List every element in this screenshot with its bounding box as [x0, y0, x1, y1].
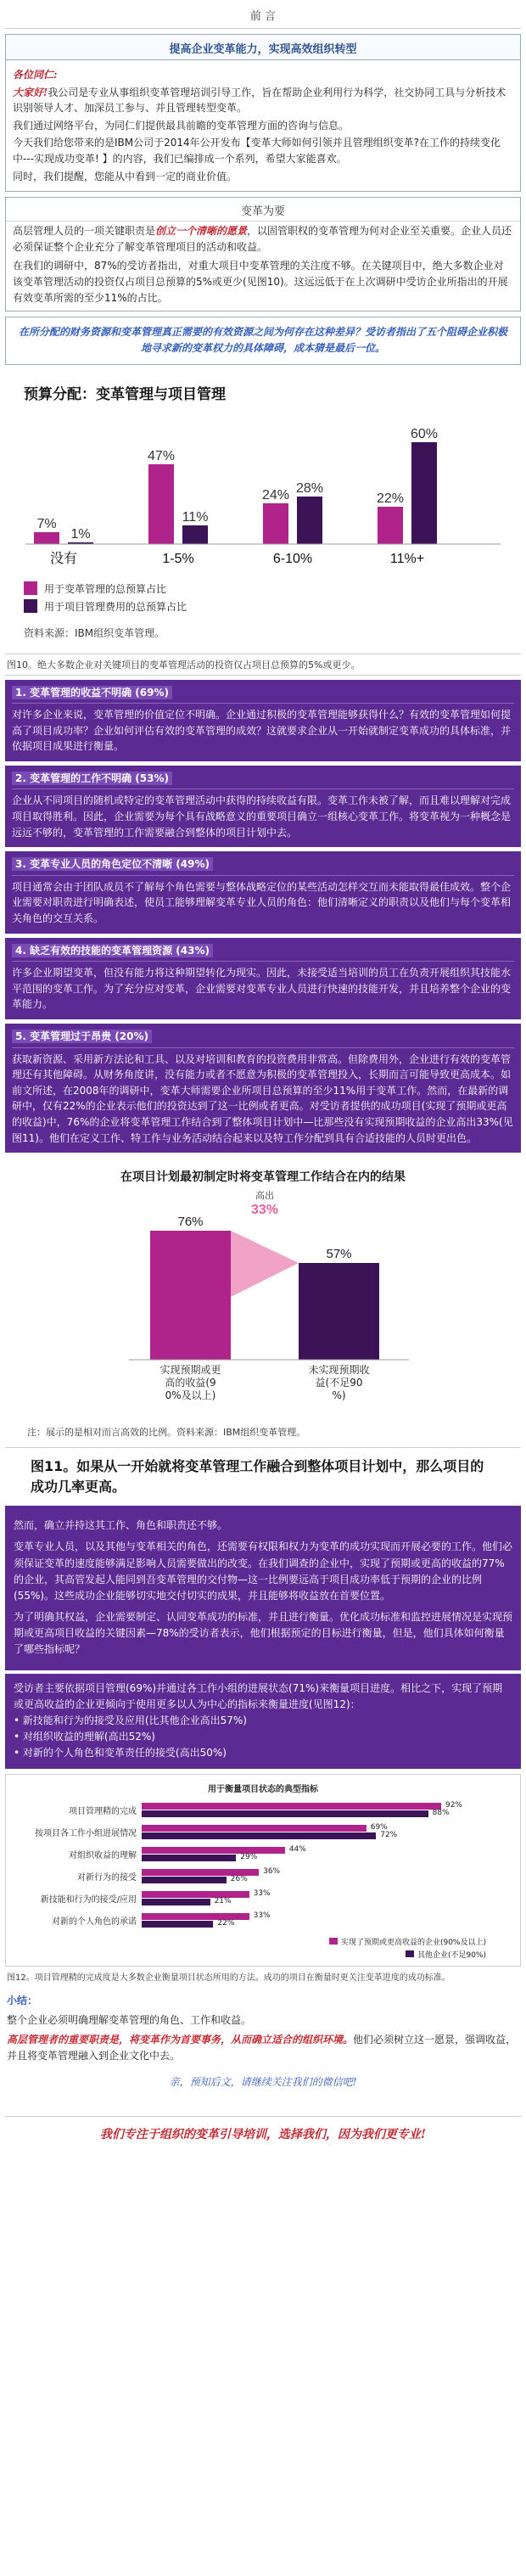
- higher-value: 33%: [250, 1203, 279, 1218]
- metrics-row-label: 对新的个人角色的承诺: [52, 1917, 137, 1928]
- bar-achieved: [150, 1231, 231, 1360]
- obstacle-body: 许多企业期望变革，但没有能力将这种期望转化为现实。因此，未接受适当培训的员工在负责开展组织其技能水平范围的变革工作。为了充分应对变革，企业需要对变革专业人员进行快速的技能开发，并且培养整个企业的变革能力。: [12, 967, 512, 1011]
- metrics-row-label: 按项目各工作小组进展情况: [35, 1829, 137, 1839]
- metrics-bar: [142, 1889, 271, 1899]
- hello-text: 大家好!: [13, 86, 48, 98]
- metrics-bar: [142, 1831, 398, 1840]
- summary-p2b: 他们必须树立这一愿景，强调收益，并且将变革管理融入到企业文化中去。: [7, 2033, 517, 2062]
- metrics-row: [14, 1866, 512, 1888]
- bar: [297, 497, 322, 544]
- obstacle-title: [12, 1029, 514, 1048]
- metrics-row-bars: [142, 1846, 512, 1862]
- obstacle-title: [12, 856, 514, 876]
- chart-integration-svg: [10, 1190, 519, 1419]
- chart-budget-source: 资料来源：IBM组织变革管理。: [24, 626, 165, 639]
- chart-integration-note: 注：展示的是相对而言高效的比例。资料来源：IBM组织变革管理。: [27, 1427, 306, 1439]
- summary-heading: 小结：: [7, 1994, 38, 2006]
- metrics-row-bars: [142, 1802, 512, 1818]
- obstacle-block: [5, 851, 521, 933]
- chart-integration: [5, 1158, 521, 1447]
- metrics-bar: [142, 1823, 388, 1832]
- sec1-p2: 在我们的调研中，87%的受访者指出，对重大项目中变革管理的关注度不够。在关键项目中，绝大多数企业对该变革管理活动的投资仅占项目总预算的5%或更少(见图10)。这远远低于在上次调研中受访企业所指出的开展有效变革所需的至少11%的占比。: [13, 260, 508, 304]
- welcome-text: 亲，预知后文，请继续关注我们的微信吧!: [169, 2076, 357, 2089]
- obstacle-title-text: 2. 变革管理的工作不明确 (53%): [12, 772, 172, 785]
- metrics-row-bars: [142, 1868, 512, 1884]
- chart-metrics: [5, 1774, 521, 1967]
- obstacle-block: [5, 766, 521, 847]
- chart-integration-title: 在项目计划最初制定时将变革管理工作结合在内的结果: [120, 1170, 406, 1185]
- metrics-bar: [142, 1919, 235, 1928]
- category-label: 1-5%: [162, 551, 194, 566]
- category-label: 6-10%: [272, 551, 313, 566]
- summary-p2-red: 高层管理者的重要职责是，将变革作为首要事务，从而确立适合的组织环境。: [7, 2033, 354, 2046]
- legend-item-mgmt: [24, 581, 502, 596]
- obstacle-block: [5, 938, 521, 1019]
- greeting: 各位同仁:: [13, 69, 58, 81]
- metrics-row-label: 项目管理精的完成: [69, 1807, 137, 1817]
- metrics-bar-value: 22%: [217, 1919, 235, 1928]
- bar-value-label: 11%: [182, 509, 209, 525]
- quote-box: [5, 317, 521, 364]
- metrics-bar-value: 21%: [214, 1897, 232, 1906]
- bar-value-label: 28%: [295, 480, 324, 496]
- bar-value-label: 22%: [376, 491, 405, 506]
- metrics-bar-value: 33%: [253, 1889, 271, 1899]
- metrics-bar-value: 26%: [230, 1875, 248, 1884]
- value-achieved: 76%: [177, 1215, 204, 1230]
- chart-budget: [5, 372, 521, 650]
- metrics-bar: [142, 1845, 306, 1855]
- obstacle-title: [12, 771, 514, 790]
- success-block: [5, 1506, 521, 1670]
- bar: [34, 532, 59, 544]
- sec1-p1b: ，以固管职权的变革管理为何对企业至关重要。企业人员还必须保证整个企业充分了解变革管理项目的活动和收益。: [13, 225, 512, 253]
- metrics-bar: [142, 1875, 248, 1884]
- bar: [182, 525, 208, 544]
- chart-budget-svg: [8, 408, 518, 574]
- category-label: 11%+: [389, 551, 425, 566]
- legend-swatch-purple: [24, 599, 37, 613]
- chart-metrics-title: 用于衡量项目状态的典型指标: [208, 1784, 318, 1794]
- metrics-bar-value: 72%: [380, 1831, 398, 1840]
- legend-label-mgmt: 用于变革管理的总预算占比: [44, 582, 167, 595]
- label-not-achieved: 未实现预期收益(不足90 %): [308, 1364, 370, 1402]
- intro-box: [5, 34, 521, 192]
- metrics-bar: [142, 1809, 450, 1818]
- intro-p1: 我公司是专业从事组织变革管理培训引导工作，旨在帮助企业利用行为科学，社交协同工具与分析技术识别领导人才、加深员工参与、并且管理转型变革。: [13, 86, 506, 115]
- obstacle-block: [5, 680, 521, 761]
- section-title: 变革为要: [6, 198, 520, 222]
- intro-title: 提高企业变革能力，实现高效组织转型: [6, 35, 520, 60]
- bar-value-label: 24%: [261, 487, 290, 502]
- figure-10-caption: 图10。绝大多数企业对关键项目的变革管理活动的投资仅占项目总预算的5%或更少。: [5, 654, 521, 676]
- metrics-bar-value: 36%: [263, 1867, 281, 1877]
- metrics-bar: [142, 1853, 258, 1862]
- footer-slogan: 我们专注于组织的变革引导培训，选择我们，因为我们更专业!: [5, 2116, 521, 2152]
- metrics-row-label: 新技能和行为的接受/应用: [40, 1895, 137, 1905]
- metrics-bar: [142, 1897, 232, 1906]
- bar-value-label: 47%: [147, 448, 176, 463]
- metrics-bar: [142, 1801, 462, 1810]
- obstacle-body: 项目通常会由于团队成员不了解每个角色需要与整体战略定位的某些活动怎样交互而未能取得最佳成效。整个企业需要对职责进行明确表述，使员工能够理解变革专业人员的角色：他们清晰定义的职责以及他们与每个变革相关角色的交互关系。: [12, 880, 512, 925]
- success-p1: 然而，确立并持这其工作、角色和职责还不够。: [14, 1519, 228, 1532]
- page-header: 前 言: [5, 3, 521, 29]
- obstacle-body: 获取新资源、采用新方法论和工具、以及对培训和教育的投资费用非常高。但除费用外，企业进行有效的变革管理还有其他障碍。从财务角度讲，没有能力或者不愿意为积极的变革管理投入，长期而言可能导致更高成本。如前文所述，在2008年的调研中，变革大师需要企业所项目总预算的至少11%用于变革工作。然而，在最新的调研中，仅有22%的企业表示他们的投资达到了这一比例或者更高。对受访者提供的成功项目(实现了预期或更高的收益)中，76%的企业将变革管理工作结合到了整体项目计划中—比那些没有实现预期收益的企业高出33%(见图11)。他们在定义工作、特工作与业务活动结合起来以及特工作分配到具有合适技能的人员时更出色。: [12, 1052, 513, 1144]
- chart-metrics-legend: [14, 1935, 512, 1961]
- summary: [5, 1986, 521, 2098]
- obstacle-title-text: 4. 缺乏有效的技能的变革管理资源 (43%): [12, 944, 213, 957]
- intro-p3: 今天我们给您带来的是IBM公司于2014年公开发布【变革大师如何引领并且管理组织变革?在工作的持续变化中---实现成功变革! 】的内容，我们已编排成一个系列，希望大家能喜欢。: [13, 137, 501, 165]
- metrics-row-bars: [142, 1824, 512, 1840]
- metrics-row-label: 对新行为的接受: [77, 1873, 137, 1883]
- obstacle-title-text: 1. 变革管理的收益不明确 (69%): [12, 686, 172, 699]
- metrics-row-bars: [142, 1912, 512, 1928]
- metrics-bar-value: 29%: [240, 1853, 258, 1862]
- metrics-row: [14, 1821, 512, 1844]
- gap-wedge: [231, 1231, 299, 1297]
- obstacle-title: [12, 943, 514, 962]
- higher-label: 高出: [255, 1190, 274, 1202]
- category-label: 没有: [49, 551, 78, 566]
- sec1-p1a: 高层管理人员的一项关键职责是: [13, 225, 156, 238]
- summary-p1: 整个企业必须明确理解变革管理的角色、工作和收益。: [7, 2013, 252, 2026]
- obstacles-list: [5, 680, 521, 1153]
- metrics-row: [14, 1910, 512, 1932]
- bar-value-label: 60%: [410, 426, 439, 441]
- success-p3: 为了明确其权益，企业需要制定、认同变革成功的标准，并且进行衡量。优化成功标准和监控进展情况是实现预期或更高项目收益的关键因素—78%的受访者表示，他们根据预定的目标进行衡量，但是，他们具体如何衡量了哪些指标呢？: [14, 1611, 513, 1656]
- quote-text: 在所分配的财务资源和变革管理真正需要的有效资源之间为何存在这种差异？受访者指出了五个阻碍企业积极地寻求新的变革权力的具体障碍，成本猜是最后一位。: [18, 326, 507, 355]
- obstacle-title-text: 3. 变革专业人员的角色定位不清晰 (49%): [12, 857, 213, 871]
- metrics-row-label: 对组织收益的理解: [69, 1851, 137, 1861]
- metrics-bar-value: 33%: [253, 1911, 271, 1921]
- intro-body: [6, 60, 520, 191]
- obstacle-body: 对许多企业来说，变革管理的价值定位不明确。企业通过积极的变革管理能够获得什么？有效的变革管理如何提高了项目成功率？企业如何评估有效的变革管理的成效？这就要求企业从一开始就制定变革成功的具体标准，并依据项目成果进行衡量。: [12, 709, 512, 753]
- metrics-legend-b-label: 其他企业(不足90%): [417, 1950, 486, 1960]
- metrics-row: [14, 1888, 512, 1910]
- obstacle-block: [5, 1024, 521, 1153]
- bar-value-label: 7%: [36, 516, 57, 531]
- chart-budget-legend: [8, 576, 518, 619]
- bar: [411, 442, 437, 544]
- obstacle-body: 企业从不同项目的随机或特定的变革管理活动中获得的持续收益有限。变革工作未被了解，而且难以理解对完成项目取得胜利。因此，企业需要为每个具有战略意义的重要项目确立一组核心变革工作。将变革视为一种概念是远远不够的，变革管理的工作需要融合到整体的项目计划中去。: [12, 794, 512, 839]
- value-not-achieved: 57%: [326, 1247, 352, 1262]
- metrics-bar-value: 69%: [370, 1823, 388, 1832]
- metrics-block: 受访者主要依据项目管理(69%)并通过各工作小组的进展状态(71%)来衡量项目进度。相比之下，实现了预期或更高收益的企业更倾向于使用更多以人为中心的指标来衡量进度(见图12)： • 新技能和行为的接受及应用(比其他企业高出57%) • 对组织收益的理解(高出52%) • 对新的个人角色和变革责任的接受(高出50%): [5, 1674, 521, 1769]
- metrics-legend-b: [406, 1949, 486, 1960]
- metrics-legend-a-label: 实现了预期或更高收益的企业(90%及以上): [340, 1938, 486, 1947]
- sec1-p1-red: 创立一个清晰的愿景: [155, 225, 248, 238]
- obstacle-title-text: 5. 变革管理过于昂贵 (20%): [12, 1030, 152, 1043]
- bar-not-achieved: [299, 1263, 379, 1360]
- metrics-row: [14, 1844, 512, 1866]
- success-p2: 变革专业人员，以及其他与变革相关的角色，还需要有权限和权力为变革的成功实现而开展必要的工作。他们必须保证变革的速度能够满足影响人员需要做出的改变。在我们调查的企业中，实现了预期或更高的收益的77%的企业，其高管发起人能同到吾变革管理的交付物—这一比例要远高于项目成功率低于预期的企业的比例(55%)。这些成功企业能够切实地交付切实的成果，并且能够将收益放在首要位置。: [14, 1541, 513, 1602]
- metrics-swatch-a: [329, 1938, 338, 1945]
- legend-label-proj: 用于项目管理费用的总预算占比: [44, 600, 187, 613]
- metrics-swatch-b: [406, 1950, 414, 1957]
- metrics-bar-value: 44%: [288, 1845, 306, 1855]
- section-change: [5, 197, 521, 311]
- label-achieved: 实现预期或更高的收益(9 0%及以上): [159, 1364, 221, 1402]
- bar-value-label: 1%: [70, 526, 91, 542]
- intro-p4: 同时，我们提醒，您能从中看到一定的商业价值。: [13, 170, 238, 182]
- metrics-row-bars: [142, 1890, 512, 1906]
- metrics-bar-value: 88%: [432, 1809, 450, 1818]
- bar: [148, 464, 174, 544]
- intro-p2: 我们通过网络平台，为同仁们提供最具前瞻的变革管理方面的咨询与信息。: [13, 119, 350, 132]
- chart-budget-title: 预算分配：变革管理与项目管理: [24, 385, 226, 403]
- metrics-row: [14, 1799, 512, 1821]
- metrics-bar-value: 92%: [445, 1801, 462, 1810]
- figure-12-caption: 图12。项目管理精的完成度是大多数企业衡量项目状态所用的方法。成功的项目在衡量时更关注变革进度的成功标准。: [7, 1973, 450, 1983]
- legend-swatch-pink: [24, 581, 37, 595]
- figure-11-heading: 图11。如果从一开始就将变革管理工作融合到整体项目计划中，那么项目的成功几率更高。: [5, 1447, 521, 1502]
- metrics-legend-a: [329, 1936, 486, 1947]
- bar: [378, 507, 403, 544]
- bar: [263, 503, 288, 544]
- legend-item-proj: [24, 599, 502, 614]
- chart-metrics-rows: [14, 1799, 512, 1932]
- obstacle-title: [12, 685, 514, 704]
